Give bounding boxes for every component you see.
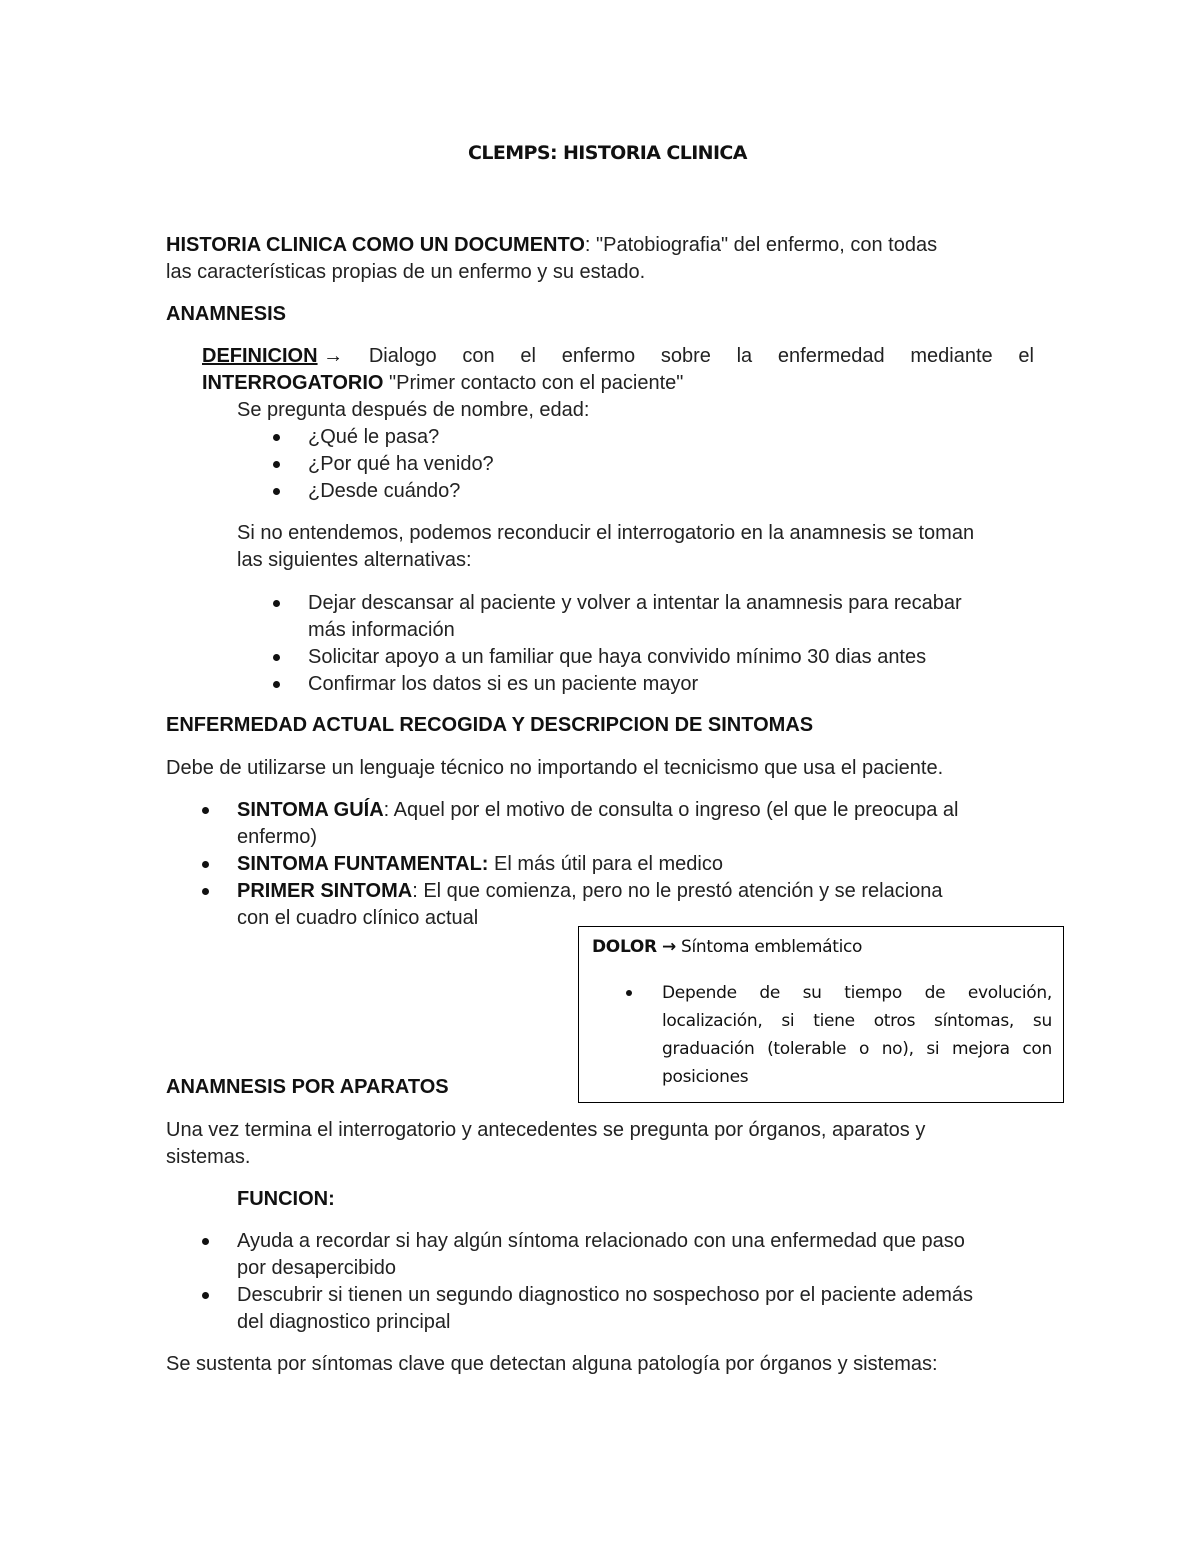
dolor-word: tiene	[813, 1011, 855, 1031]
dolor-description: Síntoma emblemático	[675, 937, 863, 957]
definicion-line	[202, 343, 1034, 370]
sustenta-text: Se sustenta por síntomas clave que detectan alguna patología por órganos y sistemas:	[166, 1353, 938, 1375]
document-title: CLEMPS: HISTORIA CLINICA	[468, 142, 747, 164]
dolor-word: otros	[873, 1011, 916, 1031]
funcion-item: Ayuda a recordar si hay algún síntoma relacionado con una enfermedad que paso	[237, 1230, 965, 1252]
bullet-icon	[202, 807, 209, 814]
definicion-label: DEFINICION	[202, 345, 318, 367]
bullet-icon	[273, 681, 280, 688]
alternativa-item: Dejar descansar al paciente y volver a intentar la anamnesis para recabar	[308, 592, 962, 614]
alternativa-item-cont: más información	[308, 619, 455, 641]
dolor-word: o	[858, 1039, 870, 1059]
bullet-icon	[202, 861, 209, 868]
bullet-icon	[202, 888, 209, 895]
dolor-word: graduación	[662, 1039, 755, 1059]
sintoma-term: SINTOMA GUÍA	[237, 799, 384, 821]
dolor-word: su	[802, 983, 822, 1003]
enfermedad-heading: ENFERMEDAD ACTUAL RECOGIDA Y DESCRIPCION DE SINTOMAS	[166, 714, 814, 736]
question-item: ¿Qué le pasa?	[308, 426, 440, 448]
bullet-icon	[273, 600, 280, 607]
dolor-line4: posiciones	[662, 1067, 749, 1087]
dolor-word: de	[924, 983, 946, 1003]
sintoma-term: PRIMER SINTOMA	[237, 880, 413, 902]
sintoma-item-cont: con el cuadro clínico actual	[237, 907, 479, 929]
question-item: ¿Desde cuándo?	[308, 480, 461, 502]
interrogatorio-term: INTERROGATORIO	[202, 372, 384, 394]
funcion-item-cont: del diagnostico principal	[237, 1311, 451, 1333]
aparatos-intro-line1: Una vez termina el interrogatorio y antecedentes se pregunta por órganos, aparatos y	[166, 1119, 926, 1141]
dolor-term: DOLOR	[592, 937, 657, 957]
intro-paragraph-line1	[166, 232, 937, 259]
definicion-word: sobre	[660, 345, 711, 367]
aparatos-heading: ANAMNESIS POR APARATOS	[166, 1076, 449, 1098]
dolor-word: mejora	[951, 1039, 1010, 1059]
sintoma-term: SINTOMA FUNTAMENTAL:	[237, 853, 489, 875]
dolor-textbox	[578, 926, 1064, 1103]
definicion-word: el	[1018, 345, 1034, 367]
sintoma-item	[237, 851, 723, 878]
sintoma-description: : Aquel por el motivo de consulta o ingreso (el que le preocupa al	[383, 799, 959, 821]
anamnesis-heading: ANAMNESIS	[166, 303, 287, 325]
dolor-word: (tolerable	[767, 1039, 847, 1059]
dolor-word: su	[1032, 1011, 1052, 1031]
bullet-icon	[273, 488, 280, 495]
sintoma-description: El más útil para el medico	[488, 853, 723, 875]
aparatos-intro-line2: sistemas.	[166, 1146, 251, 1168]
definicion-label-group	[202, 343, 343, 370]
dolor-word: Depende	[662, 983, 737, 1003]
si-no-line1: Si no entendemos, podemos reconducir el interrogatorio en la anamnesis se toman	[237, 522, 975, 544]
dolor-word: de	[759, 983, 780, 1003]
sintoma-item	[237, 878, 943, 905]
enfermedad-intro: Debe de utilizarse un lenguaje técnico no importando el tecnicismo que usa el paciente.	[166, 757, 944, 779]
definicion-word: enfermo	[561, 345, 636, 367]
historia-clinica-term: HISTORIA CLINICA COMO UN DOCUMENTO	[166, 234, 585, 256]
historia-clinica-definition: : "Patobiografia" del enfermo, con todas	[584, 234, 938, 256]
funcion-label: FUNCION:	[237, 1188, 335, 1210]
bullet-icon	[273, 461, 280, 468]
bullet-icon	[202, 1238, 209, 1245]
definicion-word: mediante	[910, 345, 993, 367]
dolor-line2	[662, 1011, 1052, 1031]
definicion-word: enfermedad	[777, 345, 885, 367]
interrogatorio-quote: "Primer contacto con el paciente"	[383, 372, 684, 394]
alternativa-item: Confirmar los datos si es un paciente mayor	[308, 673, 699, 695]
sintoma-item-cont: enfermo)	[237, 826, 318, 848]
definicion-word: con	[462, 345, 495, 367]
interrogatorio-line	[202, 370, 683, 397]
intro-paragraph-line2: las características propias de un enfermo y su estado.	[166, 261, 646, 283]
bullet-icon	[202, 1292, 209, 1299]
dolor-line1	[662, 983, 1052, 1003]
si-no-line2: las siguientes alternativas:	[237, 549, 472, 571]
dolor-word: si	[926, 1039, 940, 1059]
funcion-item: Descubrir si tienen un segundo diagnostico no sospechoso por el paciente además	[237, 1284, 974, 1306]
sintoma-description: : El que comienza, pero no le prestó atención y se relaciona	[412, 880, 943, 902]
definicion-word: Dialogo	[368, 345, 437, 367]
dolor-header	[592, 937, 862, 957]
arrow-right-icon: →	[323, 345, 344, 367]
dolor-word: tiempo	[844, 983, 903, 1003]
bullet-icon	[626, 990, 632, 996]
dolor-word: evolución,	[967, 983, 1052, 1003]
sintoma-item	[237, 797, 958, 824]
alternativa-item: Solicitar apoyo a un familiar que haya convivido mínimo 30 dias antes	[308, 646, 927, 668]
dolor-line3	[662, 1039, 1052, 1059]
dolor-word: no),	[881, 1039, 914, 1059]
definicion-word: el	[520, 345, 536, 367]
dolor-word: localización,	[662, 1011, 763, 1031]
funcion-item-cont: por desapercibido	[237, 1257, 396, 1279]
arrow-right-icon: →	[661, 937, 676, 957]
dolor-word: si	[781, 1011, 795, 1031]
question-item: ¿Por qué ha venido?	[308, 453, 494, 475]
definicion-word: la	[736, 345, 753, 367]
bullet-icon	[273, 654, 280, 661]
pregunta-text: Se pregunta después de nombre, edad:	[237, 399, 590, 421]
dolor-word: síntomas,	[934, 1011, 1014, 1031]
bullet-icon	[273, 434, 280, 441]
dolor-word: con	[1022, 1039, 1052, 1059]
